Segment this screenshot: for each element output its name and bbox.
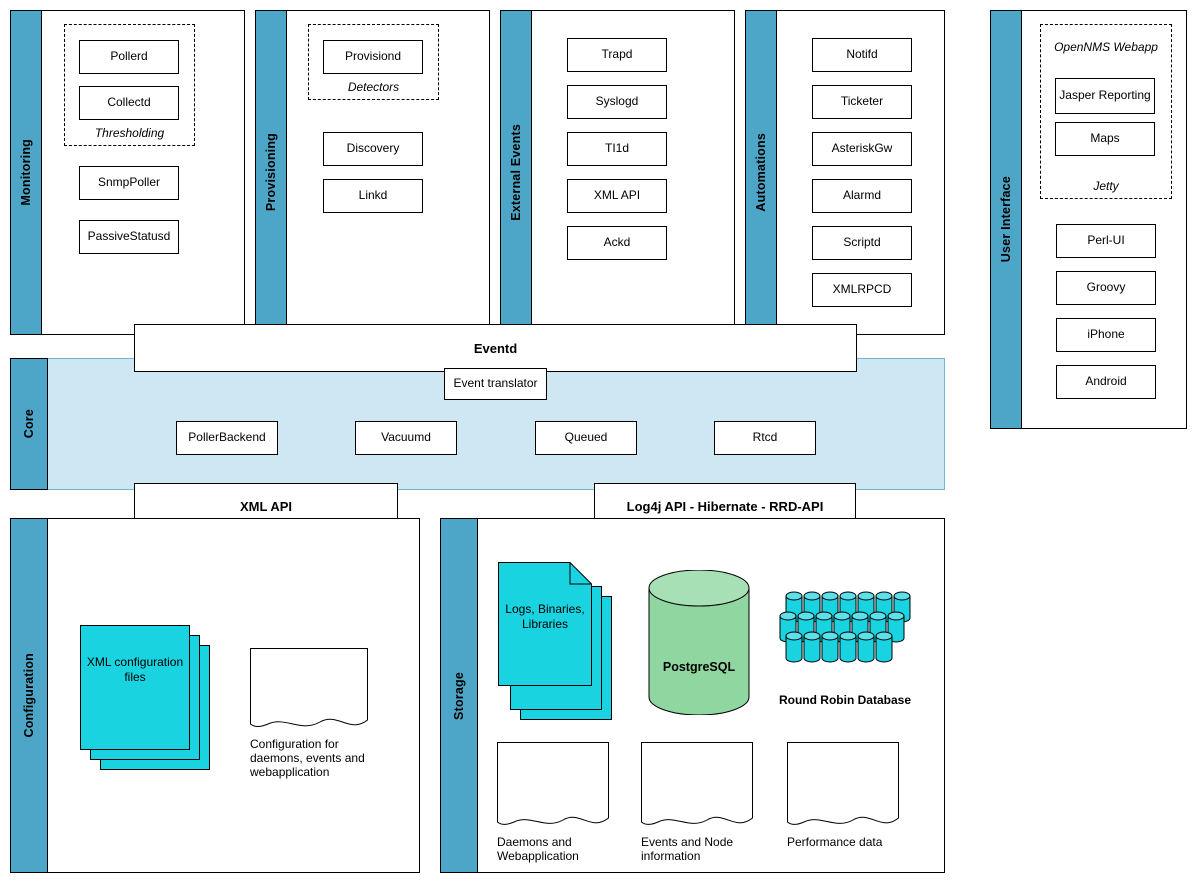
cyan-page-storage-front — [498, 562, 592, 686]
doc-shape-icon — [497, 742, 609, 832]
rrd-cylinder-group — [778, 580, 914, 670]
doc-shape-icon — [641, 742, 753, 832]
node-asteriskgw: AsteriskGw — [812, 132, 912, 166]
rrd-cylinders-icon — [778, 580, 914, 670]
strip-label-configuration: Configuration — [22, 653, 36, 738]
node-alarmd: Alarmd — [812, 179, 912, 213]
node-ackd: Ackd — [567, 226, 667, 260]
strip-core — [10, 358, 48, 490]
node-provisiond: Provisiond — [323, 40, 423, 74]
strip-label-user-interface: User Interface — [999, 176, 1013, 263]
strip-configuration — [10, 518, 48, 873]
label-doc-events: Events and Node information — [641, 835, 734, 863]
doc-shape-icon — [250, 648, 368, 734]
label-postgresql: PostgreSQL — [662, 660, 736, 674]
node-pollerd: Pollerd — [79, 40, 179, 74]
strip-user-interface — [990, 10, 1022, 429]
node-event-translator: Event translator — [444, 368, 547, 400]
node-ti1d: TI1d — [567, 132, 667, 166]
node-ticketer: Ticketer — [812, 85, 912, 119]
label-detectors: Detectors — [347, 80, 400, 94]
label-doc-daemons: Daemons and Webapplication — [497, 835, 579, 863]
strip-label-external-events: External Events — [509, 124, 523, 221]
node-groovy: Groovy — [1056, 271, 1156, 305]
label-opennms-webapp: OpenNMS Webapp — [1054, 40, 1158, 54]
node-queued: Queued — [535, 421, 637, 455]
postgresql-cylinder — [648, 570, 750, 715]
node-perl-ui: Perl-UI — [1056, 224, 1156, 258]
doc-daemons-webapplication — [497, 742, 609, 863]
node-xml-api-core: XML API — [134, 483, 398, 529]
label-doc-configuration: Configuration for daemons, events and webapplication — [250, 737, 365, 779]
node-trapd: Trapd — [567, 38, 667, 72]
node-passivestatusd: PassiveStatusd — [79, 220, 179, 254]
doc-configuration — [250, 648, 368, 779]
node-eventd: Eventd — [134, 324, 857, 372]
node-xmlrpcd: XMLRPCD — [812, 273, 912, 307]
label-doc-performance: Performance data — [787, 835, 883, 849]
cyan-page-front — [80, 625, 190, 750]
strip-automations — [745, 10, 777, 335]
label-jetty: Jetty — [1093, 179, 1119, 193]
node-log4j-hibernate-rrd-api: Log4j API - Hibernate - RRD-API — [594, 483, 856, 529]
database-cylinder-icon — [648, 570, 750, 715]
strip-label-core: Core — [22, 409, 36, 439]
node-vacuumd: Vacuumd — [355, 421, 457, 455]
node-xml-api-events: XML API — [567, 179, 667, 213]
strip-label-automations: Automations — [754, 133, 768, 212]
node-iphone: iPhone — [1056, 318, 1156, 352]
strip-monitoring — [10, 10, 42, 335]
node-maps: Maps — [1055, 122, 1155, 156]
label-logs-binaries-libraries: Logs, Binaries, Libraries — [505, 602, 585, 631]
node-rtcd: Rtcd — [714, 421, 816, 455]
doc-shape-icon — [787, 742, 899, 832]
strip-storage — [440, 518, 478, 873]
strip-label-storage: Storage — [452, 671, 466, 720]
label-xml-configuration-files: XML configuration files — [86, 655, 184, 684]
node-collectd: Collectd — [79, 86, 179, 120]
strip-external-events — [500, 10, 532, 335]
doc-events-node-information — [641, 742, 753, 863]
doc-performance-data — [787, 742, 899, 849]
node-jasper-reporting: Jasper Reporting — [1055, 78, 1155, 114]
node-linkd: Linkd — [323, 179, 423, 213]
strip-provisioning — [255, 10, 287, 335]
node-syslogd: Syslogd — [567, 85, 667, 119]
node-discovery: Discovery — [323, 132, 423, 166]
strip-label-monitoring: Monitoring — [19, 139, 33, 206]
node-scriptd: Scriptd — [812, 226, 912, 260]
node-pollerbackend: PollerBackend — [176, 421, 278, 455]
label-thresholding: Thresholding — [94, 126, 165, 140]
label-round-robin-database: Round Robin Database — [778, 693, 911, 707]
node-notifd: Notifd — [812, 38, 912, 72]
node-snmppoller: SnmpPoller — [79, 166, 179, 200]
strip-label-provisioning: Provisioning — [264, 133, 278, 212]
node-android: Android — [1056, 365, 1156, 399]
